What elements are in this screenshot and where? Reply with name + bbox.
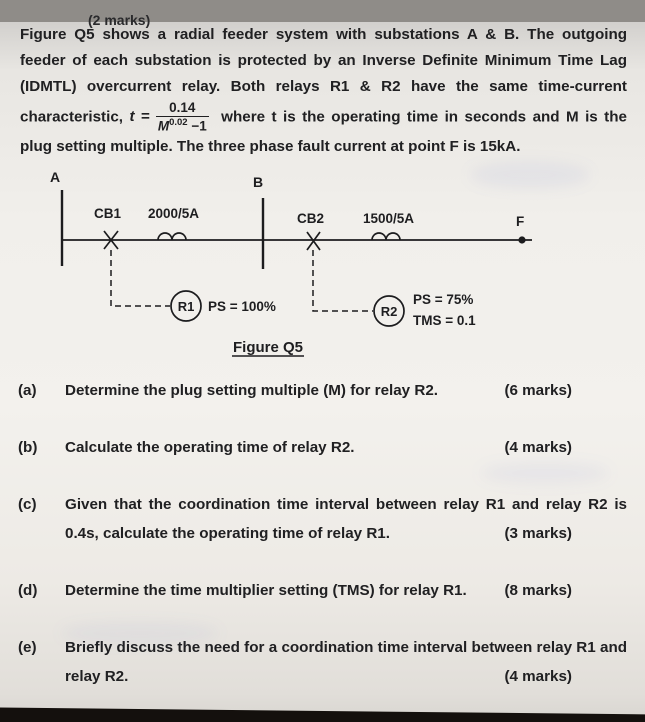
question-item-b <box>18 434 627 463</box>
radial-feeder-diagram <box>0 166 645 364</box>
question-text: Given that the coordination time interval between relay R1 and relay R2 is 0.4s, calculate the operating time of relay R1. <box>65 496 627 542</box>
formula-numerator: 0.14 <box>156 100 209 117</box>
question-text: Determine the time multiplier setting (TMS) for relay R1. <box>65 581 467 599</box>
relay1-ct-link <box>111 250 170 306</box>
idmtl-formula <box>123 99 221 134</box>
relay2-tms-label: TMS = 0.1 <box>413 313 476 329</box>
relay1-label: R1 <box>177 299 195 315</box>
ct1-label: 2000/5A <box>148 206 200 222</box>
question-marks: (8 marks) <box>504 581 572 599</box>
formula-fraction <box>156 100 209 135</box>
ct2-label: 1500/5A <box>363 211 415 227</box>
question-marks: (4 marks) <box>504 439 572 457</box>
fault-point-label: F <box>516 214 525 230</box>
clipped-previous-line <box>88 12 151 31</box>
question-text: Briefly discuss the need for a coordination time interval between relay R1 and relay R2. <box>65 638 627 685</box>
question-body <box>65 434 627 463</box>
formula-denominator-exponent: 0.02 <box>169 116 188 128</box>
question-item-a <box>18 377 627 406</box>
question-marks: (3 marks) <box>504 524 572 542</box>
intro-text-part2: where t is the operating time in seconds and M is the plug setting multiple. The three phase fault current at point F is 15kA. <box>20 107 627 156</box>
question-intro-paragraph <box>20 22 627 160</box>
question-body <box>65 377 627 406</box>
figure-q5 <box>0 166 645 369</box>
relay1-ps-label: PS = 100% <box>208 299 276 315</box>
question-body <box>65 491 627 549</box>
figure-caption: Figure Q5 <box>232 339 304 357</box>
question-body <box>65 577 627 606</box>
relay2-ps-label: PS = 75% <box>413 292 474 308</box>
relay2-label: R2 <box>380 304 398 320</box>
question-item-d <box>18 577 627 606</box>
question-label: (d) <box>18 581 38 599</box>
question-item-c <box>18 491 627 549</box>
relay2-ct-link <box>313 250 373 311</box>
formula-denominator-base: M <box>157 118 170 134</box>
ct1-symbol <box>158 233 186 240</box>
question-marks: (4 marks) <box>504 667 572 685</box>
formula-lhs: t <box>129 107 135 125</box>
question-label: (e) <box>18 638 37 656</box>
question-label: (c) <box>18 496 37 513</box>
clipped-marks-text: (2 marks) <box>88 12 151 28</box>
photo-edge-shadow <box>0 705 645 722</box>
exam-page-photo <box>0 12 645 722</box>
bus-a-label: A <box>50 169 61 186</box>
intro-text-part1: Figure Q5 shows a radial feeder system with substations A & B. The outgoing feeder of each substation is protected by an Inverse Definite Minimum Time Lag (IDMTL) overcurrent relay. Both relays R1 & R2 have the same time-current characteristic, <box>20 26 627 125</box>
question-body <box>65 634 627 692</box>
question-label: (a) <box>18 382 37 400</box>
question-text: Calculate the operating time of relay R2. <box>65 439 355 457</box>
question-label: (b) <box>18 439 38 457</box>
cb2-label: CB2 <box>297 211 325 227</box>
ct2-symbol <box>372 233 400 240</box>
formula-denominator-rest: −1 <box>191 118 207 134</box>
bus-b-label: B <box>253 174 264 191</box>
formula-equals: = <box>140 107 150 125</box>
question-text: Determine the plug setting multiple (M) for relay R2. <box>65 382 438 400</box>
question-list <box>0 377 645 691</box>
cb1-label: CB1 <box>94 206 122 222</box>
cb2-breaker-icon <box>307 232 320 250</box>
fault-point-dot <box>518 237 525 244</box>
formula-denominator <box>156 117 209 135</box>
question-item-e <box>18 634 627 692</box>
question-marks: (6 marks) <box>504 382 572 400</box>
